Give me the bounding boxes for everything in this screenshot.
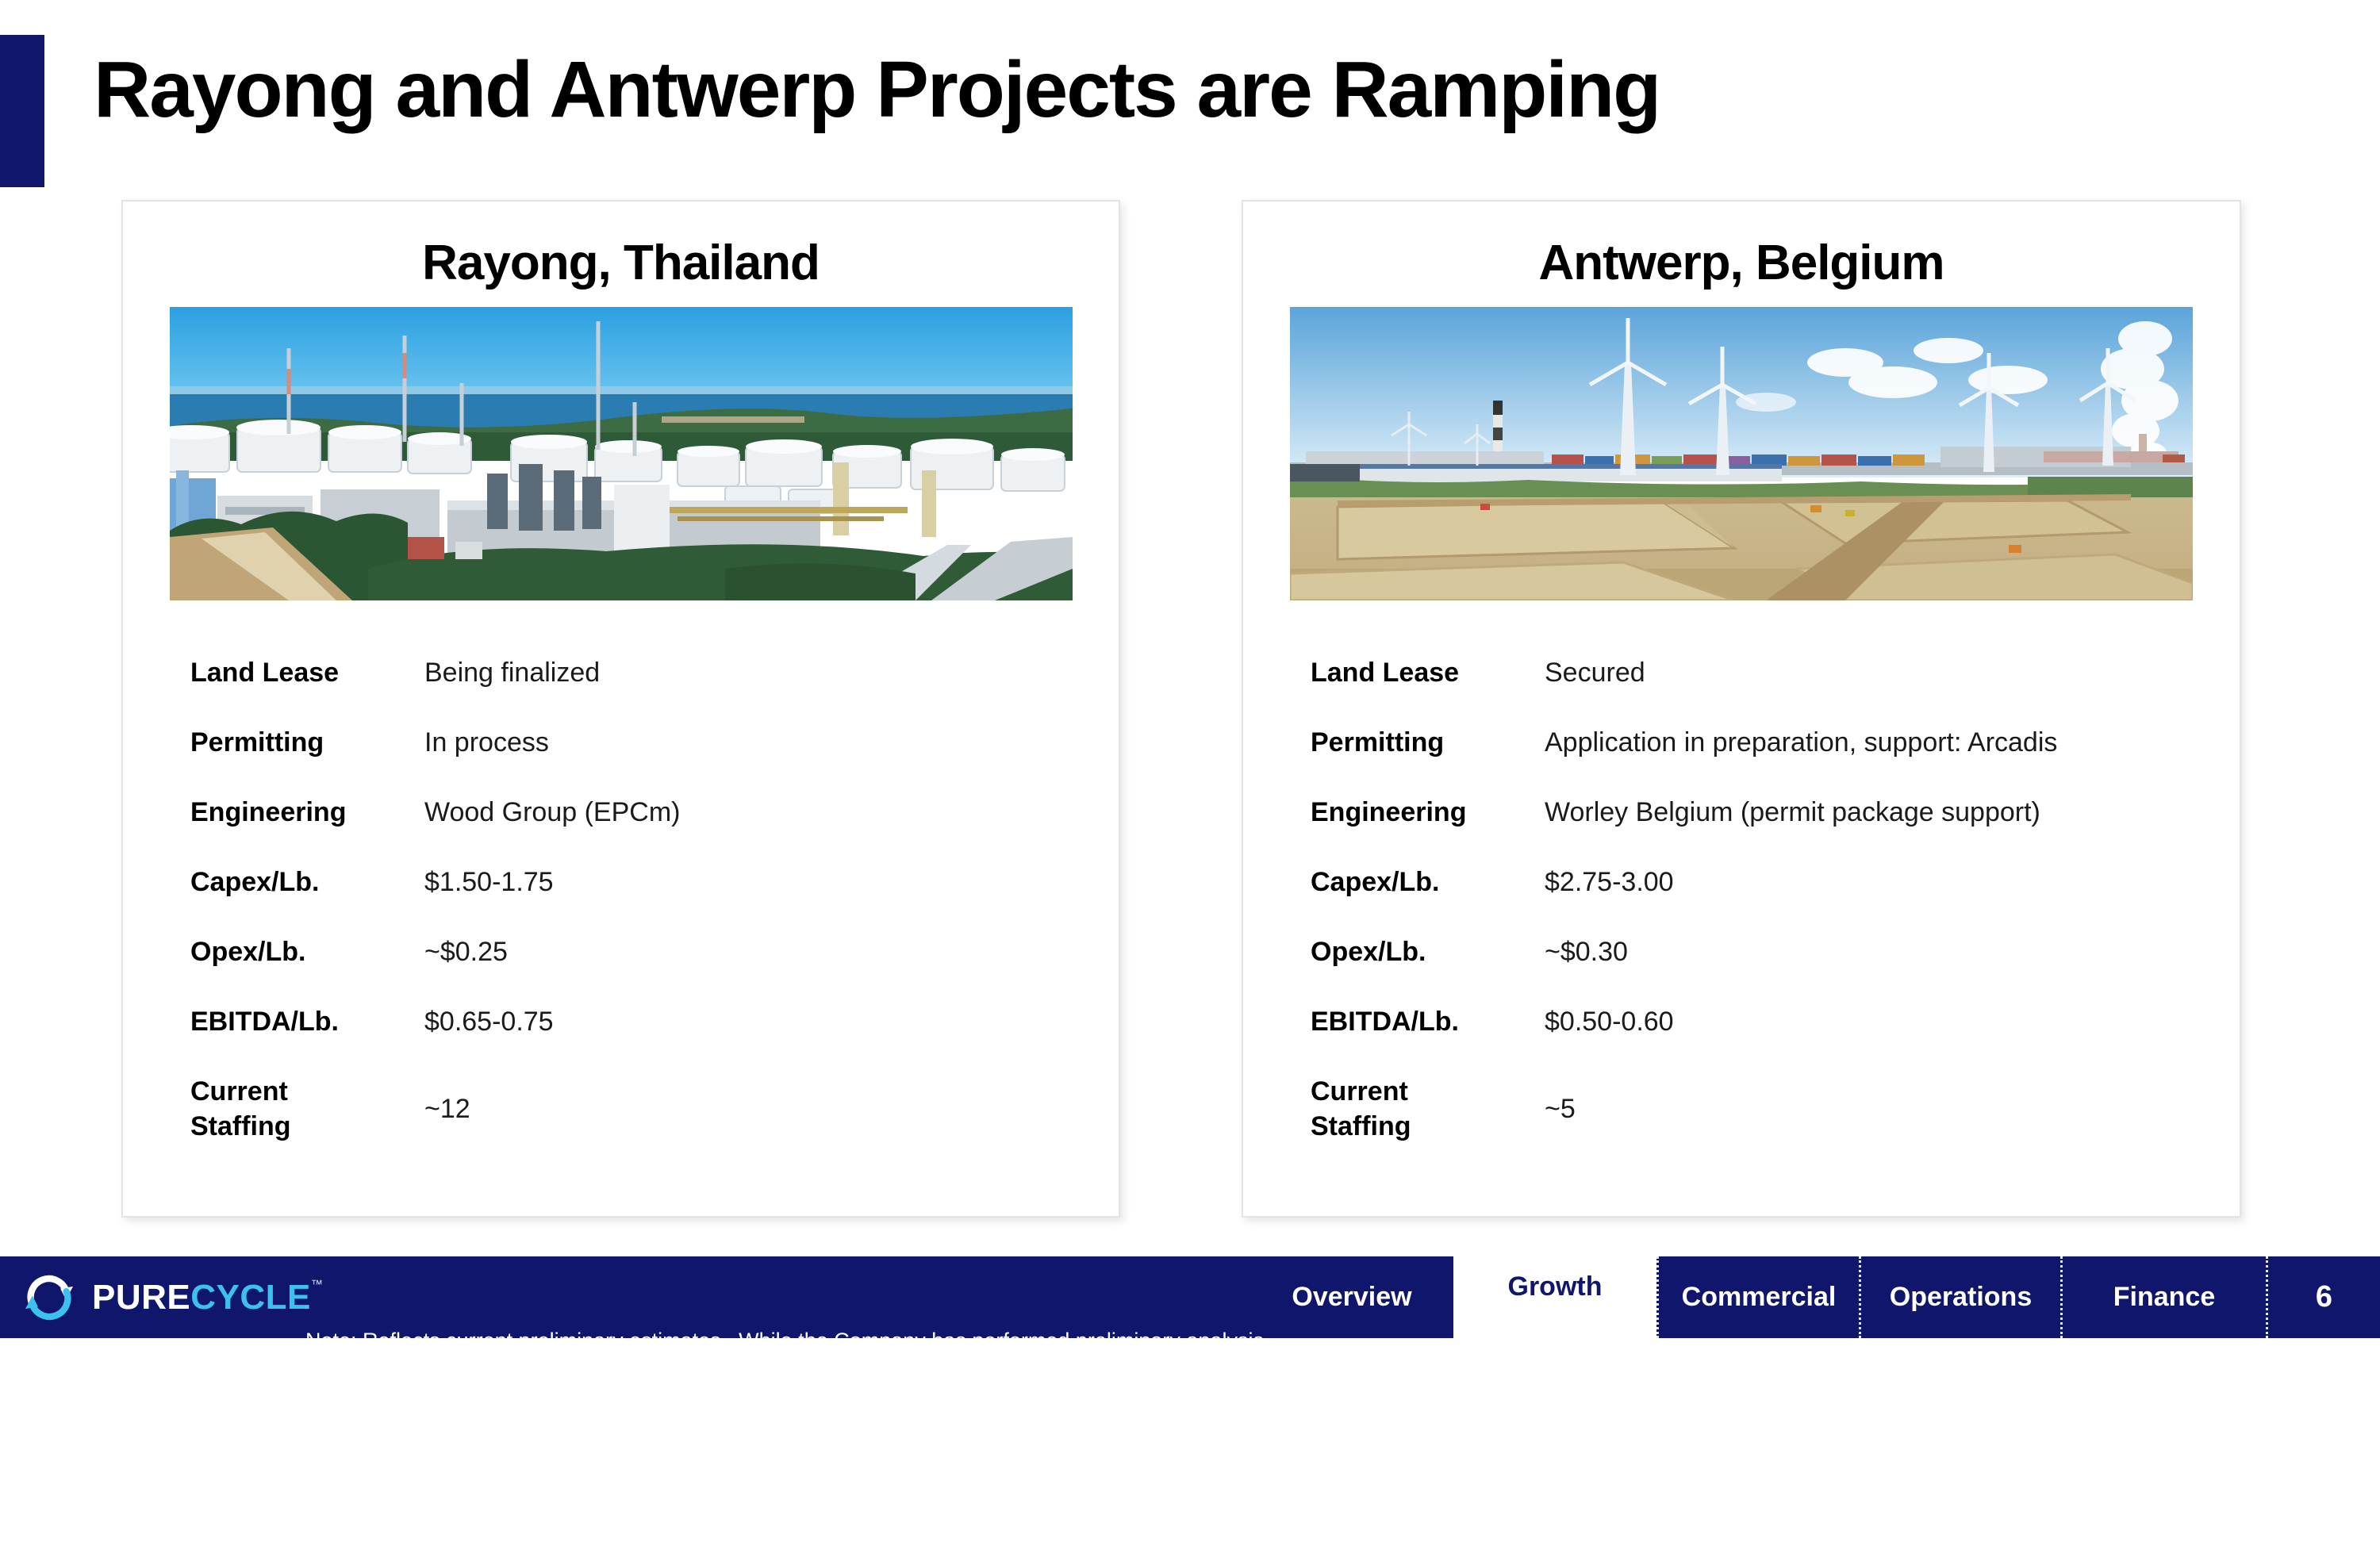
table-row: Current Staffing ~12 [190,1076,470,1141]
antwerp-site-photo [1290,307,2193,600]
page-number: 6 [2266,1256,2380,1338]
table-row: Opex/Lb. ~$0.30 [1311,937,1628,967]
table-row: Current Staffing ~5 [1311,1076,1576,1141]
table-row: Permitting Application in preparation, support: Arcadis [1311,727,2058,757]
footer-bar [0,1256,2380,1499]
trademark-symbol: ™ [310,1277,324,1291]
rayong-site-photo [170,307,1073,600]
table-row: Engineering Wood Group (EPCm) [190,797,681,827]
rayong-photo-illustration [170,307,1073,600]
wordmark-pure: PURE [92,1277,191,1317]
tab-overview[interactable]: Overview [1292,1282,1412,1312]
rayong-facts-table [190,655,1075,1179]
footnote [305,1268,1285,1561]
title-accent-bar [0,35,44,187]
tab-operations[interactable]: Operations [1859,1256,2060,1338]
antwerp-card-title: Antwerp, Belgium [1538,236,1944,290]
antwerp-facts-table [1311,655,2196,1179]
table-row: EBITDA/Lb. $0.65-0.75 [190,1007,554,1037]
footnote-line1: Note: Reflects current preliminary estimates. While the Company has performed preliminary analysis of potential designs and [305,1329,1270,1382]
table-row: Land Lease Being finalized [190,658,601,688]
purecycle-logo [24,1256,323,1338]
tab-commercial[interactable]: Commercial [1656,1256,1859,1338]
purecycle-arrows-icon [24,1270,75,1325]
rayong-card [121,200,1120,1218]
table-row: Capex/Lb. $1.50-1.75 [190,867,554,897]
table-row: Land Lease Secured [1311,658,1645,688]
footnote-line2: anticipated costs, final estimates will be based on additional engineering analysis and excludes consideration of inflation or tariffs [305,1446,1211,1499]
page-title: Rayong and Antwerp Projects are Ramping [94,45,1660,134]
rayong-card-title: Rayong, Thailand [422,236,820,290]
table-row: EBITDA/Lb. $0.50-0.60 [1311,1007,1674,1037]
antwerp-card [1242,200,2241,1218]
wordmark-cycle: CYCLE [190,1277,311,1317]
purecycle-wordmark [92,1277,324,1317]
table-row: Permitting In process [190,727,549,757]
tab-finance[interactable]: Finance [2060,1256,2266,1338]
table-row: Opex/Lb. ~$0.25 [190,937,508,967]
table-row: Capex/Lb. $2.75-3.00 [1311,867,1674,897]
table-row: Engineering Worley Belgium (permit package support) [1311,797,2040,827]
antwerp-photo-illustration [1290,307,2193,600]
tab-growth-active[interactable]: Growth [1453,1236,1656,1338]
